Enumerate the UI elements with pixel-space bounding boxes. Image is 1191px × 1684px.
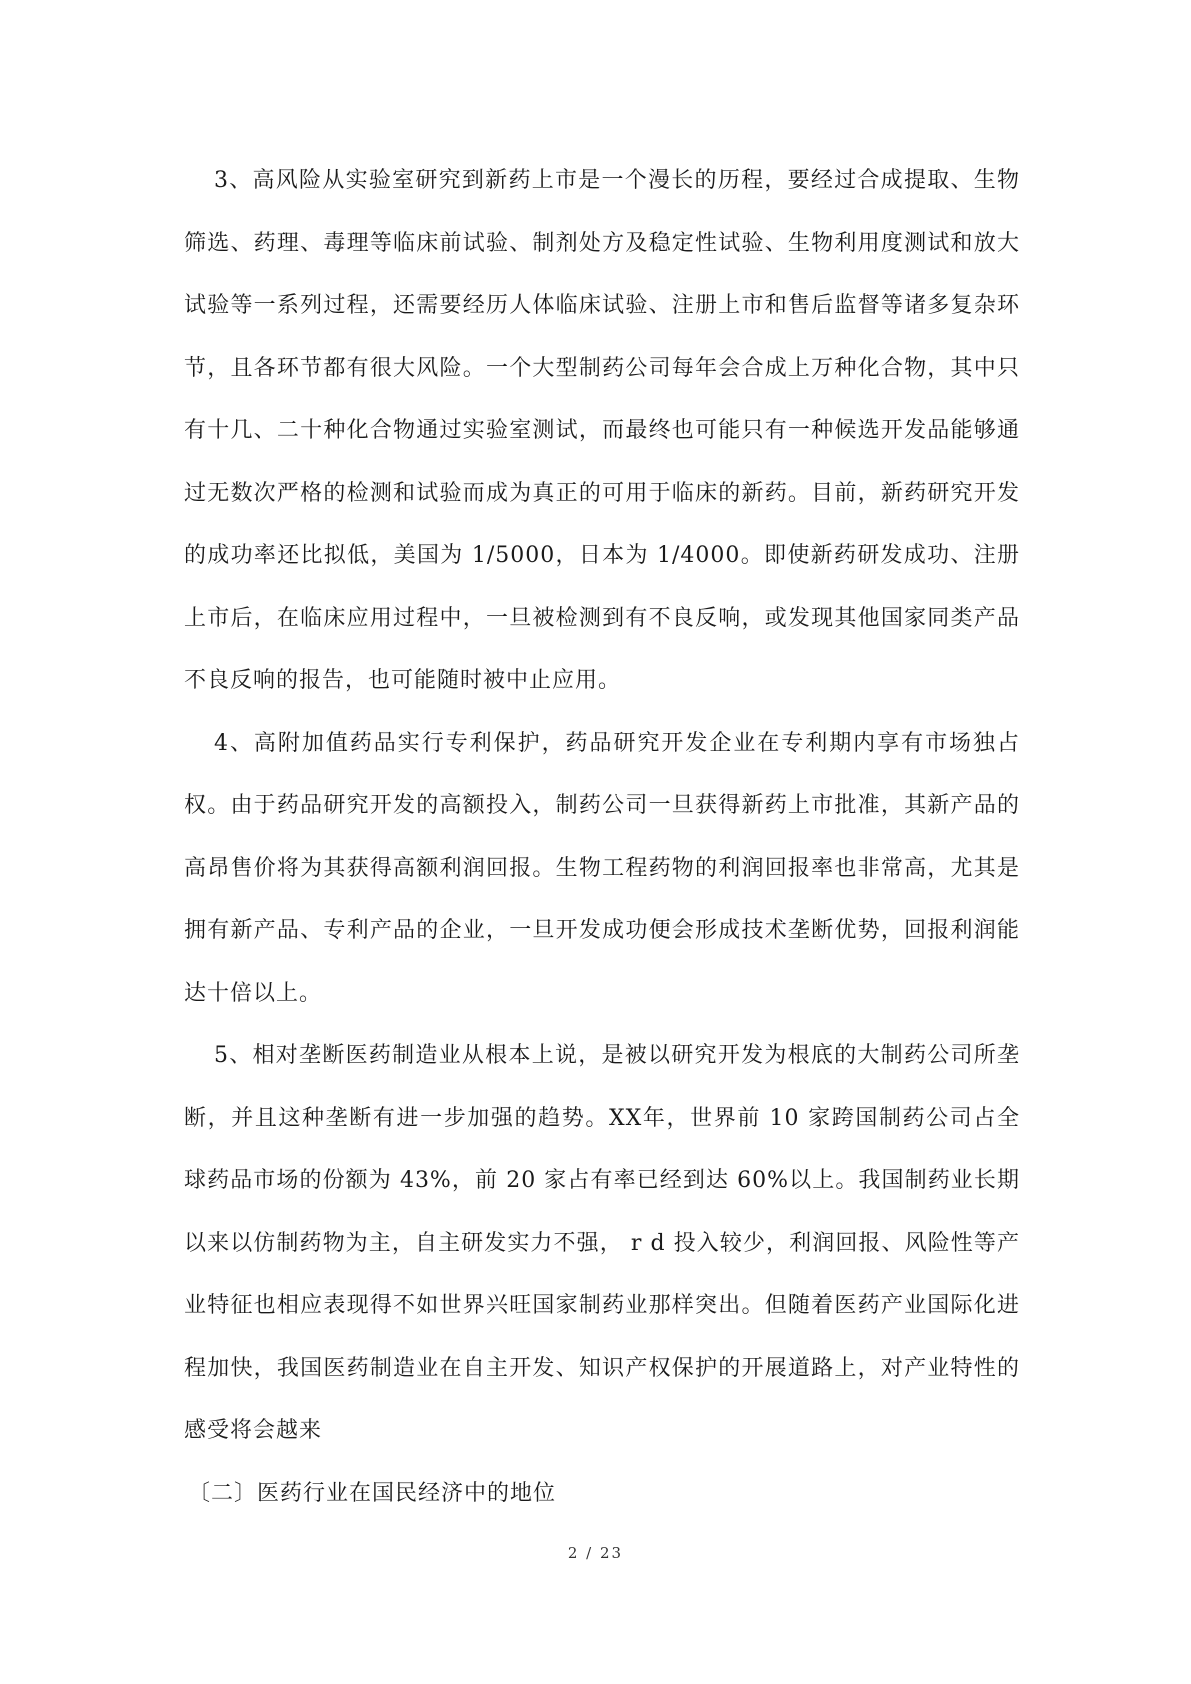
section-heading: 〔二〕医药行业在国民经济中的地位 bbox=[188, 1480, 557, 1506]
page-body bbox=[184, 150, 1020, 1525]
page-number: 2 / 23 bbox=[567, 1544, 624, 1562]
paragraph-high-risk: 3、高风险从实验室研究到新药上市是一个漫长的历程，要经过合成提取、生物筛选、药理、毒理等临床前试验、制剂处方及稳定性试验、生物利用度测试和放大试验等一系列过程，还需要经历人体临床试验、注册上市和售后监督等诸多复杂环节，且各环节都有很大风险。一个大型制药公司每年会合成上万种化合物，其中只有十几、二十种化合物通过实验室测试，而最终也可能只有一种候选开发品能够通过无数次严格的检测和试验而成为真正的可用于临床的新药。目前，新药研究开发的成功率还比拟低，美国为 1/5000，日本为 1/4000。即使新药研发成功、注册上市后，在临床应用过程中，一旦被检测到有不良反响，或发现其他国家同类产品不良反响的报告，也可能随时被中止应用。 bbox=[184, 168, 1020, 693]
paragraph-high-added-value: 4、高附加值药品实行专利保护，药品研究开发企业在专利期内享有市场独占权。由于药品研究开发的高额投入，制药公司一旦获得新药上市批准，其新产品的高昂售价将为其获得高额利润回报。生物工程药物的利润回报率也非常高，尤其是拥有新产品、专利产品的企业，一旦开发成功便会形成技术垄断优势，回报利润能达十倍以上。 bbox=[184, 730, 1020, 1006]
paragraph-relative-monopoly: 5、相对垄断医药制造业从根本上说，是被以研究开发为根底的大制药公司所垄断，并且这种垄断有进一步加强的趋势。XX年，世界前 10 家跨国制药公司占全球药品市场的份额为 43%，前 20 家占有率已经到达 60%以上。我国制药业长期以来以仿制药物为主，自主研发实力不强， r d 投入较少，利润回报、风险性等产业特征也相应表现得不如世界兴旺国家制药业那样突出。但随着医药产业国际化进程加快，我国医药制造业在自主开发、知识产权保护的开展道路上，对产业特性的感受将会越来 bbox=[184, 1043, 1020, 1443]
